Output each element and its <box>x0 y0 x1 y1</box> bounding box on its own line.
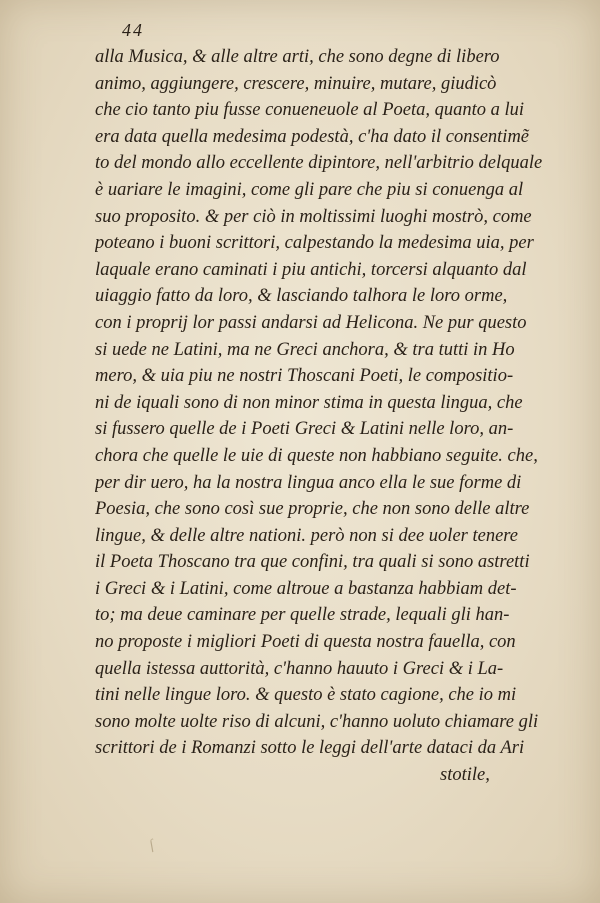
text-line: chora che quelle le uie di queste non habbiano seguite. che, <box>95 445 538 466</box>
text-line: ni de iquali sono di non minor stima in questa lingua, che <box>95 392 523 413</box>
text-line: laquale erano caminati i piu antichi, torcersi alquanto dal <box>95 259 527 280</box>
text-line: to; ma deue caminare per quelle strade, lequali gli han- <box>95 605 510 626</box>
text-line: no proposte i migliori Poeti di questa nostra fauella, con <box>95 632 516 653</box>
text-line: per dir uero, ha la nostra lingua anco ella le sue forme di <box>95 472 522 493</box>
text-line: suo proposito. & per ciò in moltissimi luoghi mostrò, come <box>95 206 532 227</box>
text-line: Poesia, che sono così sue proprie, che non sono delle altre <box>95 499 530 520</box>
text-line: con i proprij lor passi andarsi ad Helicona. Ne pur questo <box>95 312 527 333</box>
text-line: scrittori de i Romanzi sotto le leggi dell'arte dataci da Ari <box>95 738 525 759</box>
text-line: uiaggio fatto da loro, & lasciando talhora le loro orme, <box>95 286 508 307</box>
text-line: alla Musica, & alle altre arti, che sono degne di libero <box>95 47 500 67</box>
text-line: poteano i buoni scrittori, calpestando la medesima uia, per <box>95 233 534 254</box>
body-text <box>95 44 545 789</box>
text-line: lingue, & delle altre nationi. però non si dee uoler tenere <box>95 525 519 546</box>
text-line: tini nelle lingue loro. & questo è stato cagione, che io mi <box>95 685 517 706</box>
page-number: 44 <box>122 20 144 40</box>
text-line: è uariare le imagini, come gli pare che piu si conuenga al <box>95 179 524 200</box>
text-line: to del mondo allo eccellente dipintore, nell'arbitrio delquale <box>95 153 543 174</box>
text-line: si uede ne Latini, ma ne Greci anchora, & tra tutti in Ho <box>95 339 515 360</box>
text-line: si fussero quelle de i Poeti Greci & Latini nelle loro, an- <box>95 419 514 440</box>
text-line: i Greci & i Latini, come altroue a bastanza habbiam det- <box>95 578 517 599</box>
ink-mark: ſ <box>147 837 157 854</box>
text-line: il Poeta Thoscano tra que confini, tra quali si sono astretti <box>95 552 530 573</box>
text-line: era data quella medesima podestà, c'ha dato il consentimẽ <box>95 126 530 147</box>
catchword: stotile, <box>440 765 490 786</box>
text-line: quella istessa auttorità, c'hanno hauuto i Greci & i La- <box>95 658 504 679</box>
text-line: mero, & uia piu ne nostri Thoscani Poeti, le compositio- <box>95 366 514 387</box>
text-line: sono molte uolte riso di alcuni, c'hanno uoluto chiamare gli <box>95 711 539 732</box>
text-line: animo, aggiungere, crescere, minuire, mutare, giudicò <box>95 73 497 94</box>
text-line: che cio tanto piu fusse conueneuole al Poeta, quanto a lui <box>95 100 525 121</box>
